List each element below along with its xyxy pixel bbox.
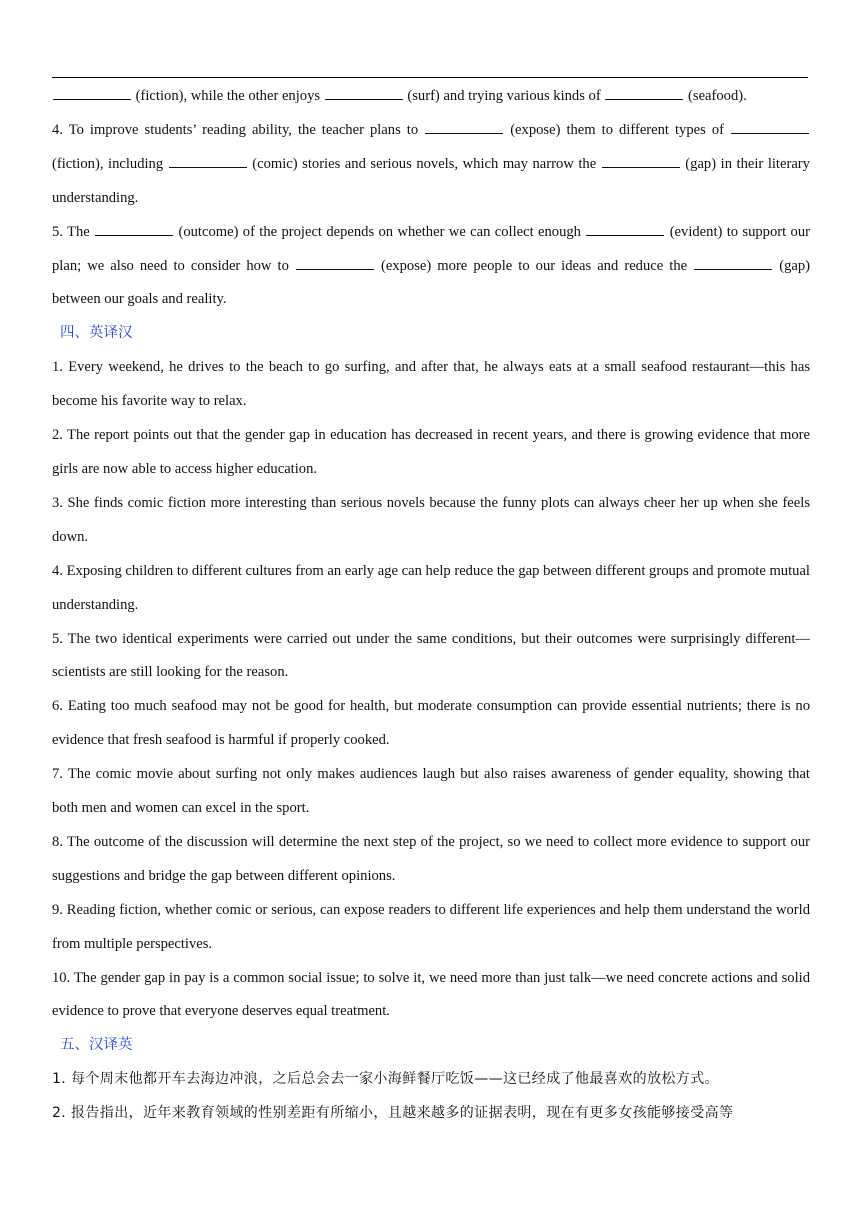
exercise-4: [52, 114, 810, 216]
answer-blank[interactable]: [296, 257, 374, 270]
translation-item: 3. She finds comic fiction more interesting than serious novels because the funny plots can always cheer her up when she feels down.: [52, 494, 810, 545]
answer-blank[interactable]: [602, 155, 680, 168]
translation-item: 1. 每个周末他都开车去海边冲浪，之后总会去一家小海鲜餐厅吃饭——这已经成了他最喜欢的放松方式。: [52, 1071, 720, 1088]
question-text: 4. To improve students’ reading ability, the teacher plans to: [52, 121, 419, 138]
translation-item: 4. Exposing children to different cultures from an early age can help reduce the gap between different groups and promote mutual understanding.: [52, 562, 810, 613]
answer-blank[interactable]: [694, 257, 772, 270]
section-heading-en-to-cn: 四、英译汉: [60, 325, 133, 342]
question-text: 5. The: [52, 223, 90, 240]
question-text: (comic) stories and serious novels, which may narrow the: [252, 155, 597, 172]
exercise-5: [52, 216, 810, 318]
translation-item: 6. Eating too much seafood may not be good for health, but moderate consumption can provide essential nutrients; there is no evidence that fresh seafood is harmful if properly cooked.: [52, 698, 810, 749]
answer-blank[interactable]: [425, 121, 503, 134]
question-text: (evident) to support our plan; we also need to consider how to: [52, 223, 810, 274]
translation-item: 2. 报告指出，近年来教育领域的性别差距有所缩小，且越来越多的证据表明，现在有更多女孩能够接受高等: [52, 1105, 734, 1122]
translation-item: 10. The gender gap in pay is a common social issue; to solve it, we need more than just talk—we need concrete actions and solid evidence to prove that everyone deserves equal treatment.: [52, 969, 810, 1020]
answer-blank[interactable]: [53, 87, 131, 100]
translation-item: 8. The outcome of the discussion will determine the next step of the project, so we need to collect more evidence to support our suggestions and bridge the gap between different opinions.: [52, 833, 810, 884]
question-text: (gap) between our goals and reality.: [52, 257, 811, 308]
answer-blank[interactable]: [95, 223, 173, 236]
translation-item: 1. Every weekend, he drives to the beach to go surfing, and after that, he always eats at a small seafood restaurant—this has become his favorite way to relax.: [52, 359, 810, 410]
answer-blank[interactable]: [731, 121, 809, 134]
question-text: (surf) and trying various kinds of: [407, 88, 601, 104]
question-text: (outcome) of the project depends on whether we can collect enough: [178, 223, 581, 240]
answer-blank[interactable]: [325, 87, 403, 100]
question-text: (gap) in their literary understanding.: [52, 155, 810, 206]
header-rule: [52, 77, 808, 78]
question-text: (fiction), while the other enjoys: [135, 88, 321, 104]
answer-blank[interactable]: [586, 223, 664, 236]
answer-blank[interactable]: [605, 87, 683, 100]
translation-item: 9. Reading fiction, whether comic or serious, can expose readers to different life experiences and help them understand the world from multiple perspectives.: [52, 901, 810, 952]
document-body: [52, 80, 810, 1131]
question-text: (expose) more people to our ideas and reduce the: [381, 257, 688, 274]
question-text: (fiction), including: [52, 155, 164, 172]
question-text: (expose) them to different types of: [510, 121, 724, 138]
question-text: (seafood).: [688, 88, 747, 104]
answer-blank[interactable]: [169, 155, 247, 168]
section-heading-cn-to-en: 五、汉译英: [60, 1037, 133, 1054]
translation-item: 5. The two identical experiments were carried out under the same conditions, but their outcomes were surprisingly different—scientists are still looking for the reason.: [52, 630, 810, 681]
exercise-3-tail: [52, 80, 810, 114]
translation-item: 7. The comic movie about surfing not only makes audiences laugh but also raises awareness of gender equality, showing that both men and women can excel in the sport.: [52, 766, 810, 817]
translation-item: 2. The report points out that the gender gap in education has decreased in recent years, and there is growing evidence that more girls are now able to access higher education.: [52, 427, 810, 477]
